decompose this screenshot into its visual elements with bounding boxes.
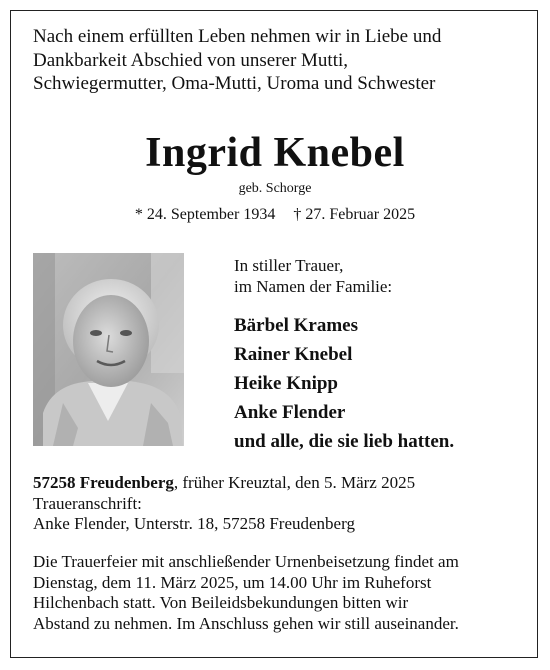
mourning-text	[234, 255, 392, 297]
life-dates	[0, 205, 550, 225]
family-member: Rainer Knebel	[234, 344, 353, 365]
service-line: Dienstag, dem 11. März 2025, um 14.00 Uhr im Ruheforst	[33, 572, 432, 592]
family-list	[234, 311, 454, 456]
mourning-line: In stiller Trauer,	[234, 256, 344, 275]
address-label: Traueranschrift:	[33, 493, 142, 513]
portrait-icon	[33, 253, 184, 446]
intro-line: Nach einem erfüllten Leben nehmen wir in Liebe und	[33, 26, 442, 47]
mourning-address: Anke Flender, Unterstr. 18, 57258 Freudenberg	[33, 514, 355, 533]
location-block	[33, 473, 415, 535]
place-detail: , früher Kreuztal, den 5. März 2025	[173, 473, 416, 492]
portrait-photo	[33, 253, 184, 446]
place-name: 57258 Freudenberg	[33, 473, 174, 492]
birth-date: * 24. September 1934	[134, 206, 276, 223]
service-line: Hilchenbach statt. Von Beileidsbekundungen bitten wir	[33, 593, 409, 612]
family-member: Anke Flender	[234, 402, 346, 423]
family-member: Heike Knipp	[234, 373, 338, 394]
service-info	[33, 552, 528, 634]
service-line: Die Trauerfeier mit anschließender Urnenbeisetzung findet am	[33, 552, 459, 571]
intro-text	[33, 25, 523, 96]
mourning-line: im Namen der Familie:	[234, 277, 393, 296]
intro-line: Dankbarkeit Abschied von unserer Mutti,	[33, 49, 349, 71]
place-date	[33, 473, 415, 494]
service-line: Abstand zu nehmen. Im Anschluss gehen wir still auseinander.	[33, 613, 459, 633]
family-member: Bärbel Krames	[234, 315, 359, 336]
intro-line: Schwiegermutter, Oma-Mutti, Uroma und Schwester	[33, 73, 436, 94]
death-date: † 27. Februar 2025	[293, 206, 416, 223]
family-closing: und alle, die sie lieb hatten.	[234, 431, 455, 452]
maiden-name: geb. Schorge	[238, 181, 312, 196]
deceased-name: Ingrid Knebel	[145, 130, 405, 176]
